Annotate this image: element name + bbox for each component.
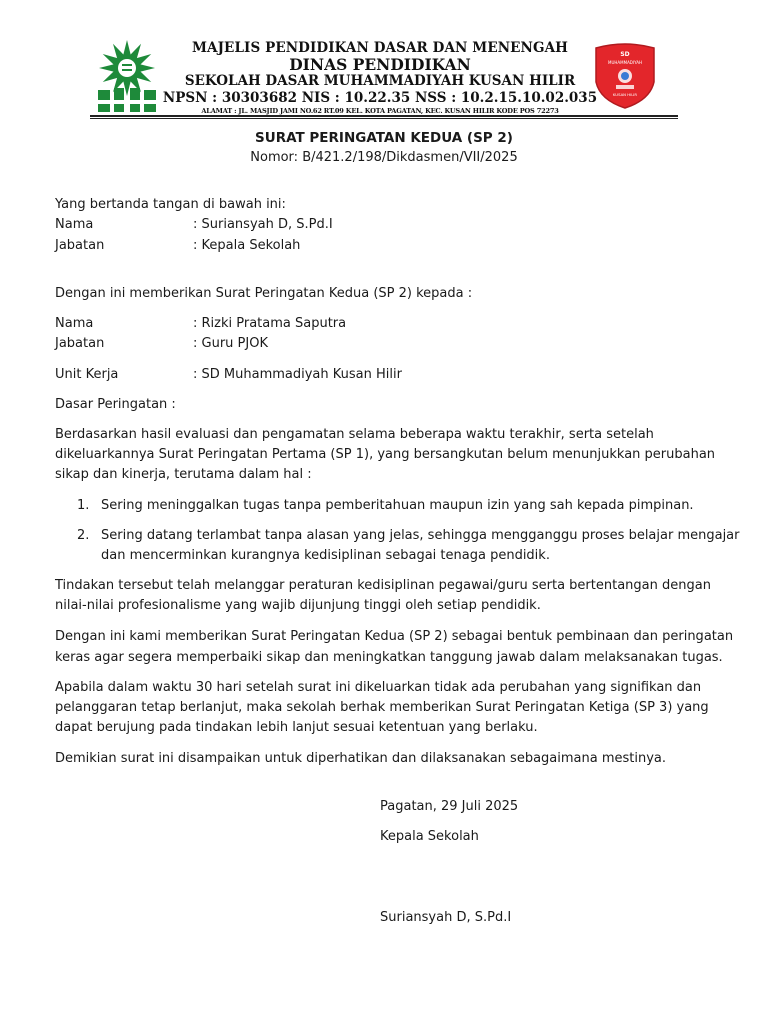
warning-line: Apabila dalam waktu 30 hari setelah surat ini dikeluarkan tidak ada perubahan yang signifikan dan: [55, 680, 702, 695]
issue-line: Dengan ini kami memberikan Surat Peringatan Kedua (SP 2) sebagai bentuk pembinaan dan peringatan: [55, 629, 734, 644]
recipient-unit-value: : SD Muhammadiyah Kusan Hilir: [193, 367, 402, 382]
signer-position-label: Jabatan: [55, 238, 105, 253]
letterhead-rule-thin: [90, 118, 678, 119]
letterhead: [160, 40, 600, 116]
signer-name-value: : Suriansyah D, S.Pd.I: [193, 217, 333, 232]
letterhead-line1: MAJELIS PENDIDIKAN DASAR DAN MENENGAH: [191, 40, 569, 56]
recipient-position-value: : Guru PJOK: [193, 336, 268, 351]
closing-text: Demikian surat ini disampaikan untuk diperhatikan dan dilaksanakan sebagaimana mestinya.: [55, 751, 667, 766]
issue-line: keras agar segera memperbaiki sikap dan meningkatkan tanggung jawab dalam melaksanakan tugas.: [55, 650, 723, 665]
letterhead-address: ALAMAT : JL. MASJID JAMI NO.62 RT.09 KEL. KOTA PAGATAN, KEC. KUSAN HILIR KODE POS 72273: [201, 107, 559, 115]
warning-line: dapat berujung pada tindakan lebih lanjut sesuai ketentuan yang berlaku.: [55, 720, 538, 735]
list-item-text: dan mencerminkan kurangnya kedisiplinan sebagai tenaga pendidik.: [101, 548, 550, 563]
letter-number: Nomor: B/421.2/198/Dikdasmen/VII/2025: [250, 150, 518, 165]
recipient-intro: Dengan ini memberikan Surat Peringatan Kedua (SP 2) kepada :: [55, 286, 473, 301]
letterhead-line2: DINAS PENDIDIKAN: [289, 55, 471, 74]
intro-text: Yang bertanda tangan di bawah ini:: [55, 197, 286, 212]
list-item-number: 1.: [77, 498, 90, 513]
letter-title: SURAT PERINGATAN KEDUA (SP 2): [255, 130, 513, 146]
list-item-text: Sering datang terlambat tanpa alasan yang jelas, sehingga mengganggu proses belajar mengajar: [101, 528, 740, 543]
signer-position-value: : Kepala Sekolah: [193, 238, 301, 253]
signer-name-label: Nama: [55, 217, 94, 232]
basis-line: dikeluarkannya Surat Peringatan Pertama (SP 1), yang bersangkutan belum menunjukkan perubahan: [55, 447, 716, 462]
recipient-name-label: Nama: [55, 316, 94, 331]
badge-top-text: SD: [620, 51, 630, 58]
badge-mid-text: MUHAMMADIYAH: [608, 60, 642, 65]
recipient-position-label: Jabatan: [55, 336, 105, 351]
letterhead-school-name: SEKOLAH DASAR MUHAMMADIYAH KUSAN HILIR: [184, 73, 576, 89]
list-item-number: 2.: [77, 528, 90, 543]
recipient-unit-label: Unit Kerja: [55, 367, 119, 382]
letterhead-identifiers: NPSN : 30303682 NIS : 10.22.35 NSS : 10.2.15.10.02.035: [162, 90, 598, 106]
recipient-name-value: : Rizki Pratama Saputra: [193, 316, 347, 331]
signer-name: Suriansyah D, S.Pd.I: [380, 910, 512, 925]
school-badge-icon: [592, 42, 658, 110]
basis-line: Berdasarkan hasil evaluasi dan pengamatan selama beberapa waktu terakhir, serta setelah: [55, 427, 654, 442]
warning-line: pelanggaran tetap berlanjut, maka sekolah berhak memberikan Surat Peringatan Ketiga (SP 3) yang: [55, 700, 709, 715]
list-item-text: Sering meninggalkan tugas tanpa pemberitahuan maupun izin yang sah kepada pimpinan.: [101, 498, 694, 513]
violation-line: nilai-nilai profesionalisme yang wajib dijunjung tinggi oleh setiap pendidik.: [55, 598, 541, 613]
violation-line: Tindakan tersebut telah melanggar peraturan kedisiplinan pegawai/guru serta bertentangan dengan: [55, 578, 711, 593]
place-date: Pagatan, 29 Juli 2025: [380, 799, 519, 814]
signer-role: Kepala Sekolah: [380, 829, 479, 844]
basis-line: sikap dan kinerja, terutama dalam hal :: [55, 467, 312, 482]
basis-heading: Dasar Peringatan :: [55, 397, 176, 412]
muhammadiyah-logo-icon: [92, 38, 162, 114]
letterhead-rule: [90, 115, 678, 117]
badge-bottom-text: KUSAN HILIR: [612, 92, 638, 97]
